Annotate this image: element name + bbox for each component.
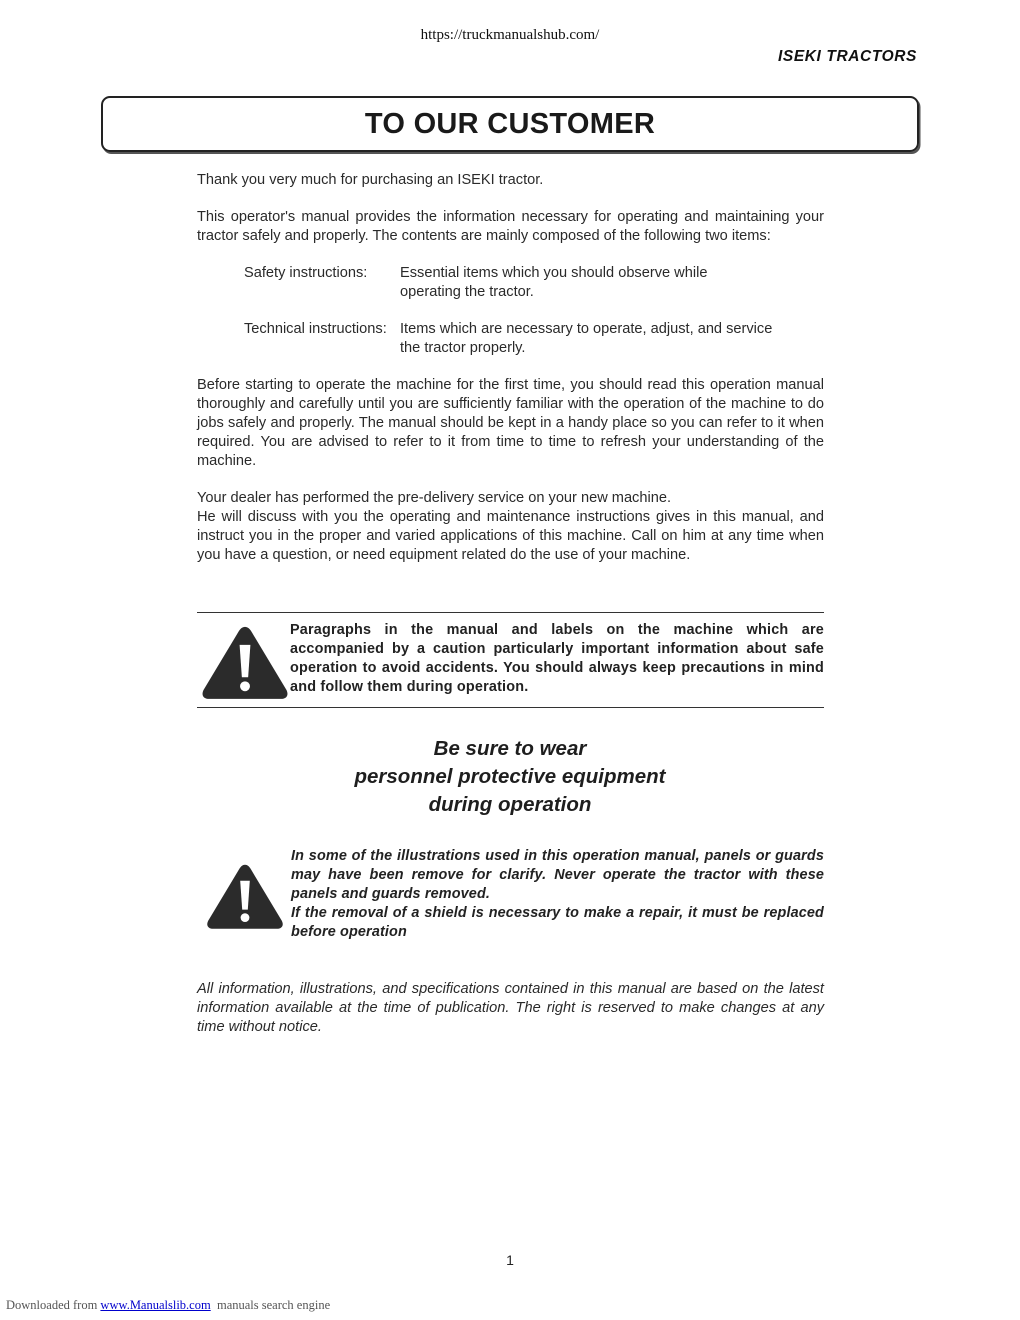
instruction-types-list [244, 264, 824, 358]
definition-description [400, 320, 824, 358]
manualslib-link[interactable]: www.Manualslib.com [100, 1298, 211, 1312]
caution-text: Paragraphs in the manual and labels on the machine which are accompanied by a caution particularly important information about safe operation to avoid accidents. You should always keep precautions in mind and follow them during operation. [290, 622, 824, 695]
footer-suffix: manuals search engine [210, 1298, 331, 1312]
definition-row [244, 264, 824, 302]
source-url: https://truckmanualshub.com/ [420, 27, 600, 43]
definition-line: Essential items which you should observe while [400, 265, 708, 281]
download-footer [6, 1298, 330, 1313]
definition-description [400, 264, 824, 302]
intro-section [197, 171, 824, 565]
definition-line: the tractor properly. [400, 340, 526, 356]
definition-line: Items which are necessary to operate, adjust, and service [400, 321, 773, 337]
disclaimer-paragraph: All information, illustrations, and specifications contained in this manual are based on the latest information available at the time of publication. The right is reserved to make changes at any time without notice. [197, 981, 824, 1035]
ppe-heading [0, 735, 1020, 819]
dealer-paragraph: He will discuss with you the operating and maintenance instructions gives in this manual, and instruct you in the proper and varied applications of this machine. Call on him at any time when you have a question, or need equipment related do the use of your machine. [197, 509, 824, 563]
warning-triangle-icon [200, 623, 290, 701]
caution-sentence: If the removal of a shield is necessary to make a repair, it must be replaced before operation [291, 905, 824, 940]
definition-term: Technical instructions: [244, 321, 387, 337]
definition-line: operating the tractor. [400, 284, 534, 300]
page-number: 1 [506, 1252, 514, 1268]
footer-prefix: Downloaded from [6, 1298, 101, 1312]
guards-caution-text [291, 847, 824, 942]
caution-bottom-rule [197, 707, 824, 708]
brand-header: ISEKI TRACTORS [777, 48, 917, 65]
intro-paragraph: This operator's manual provides the information necessary for operating and maintaining your tractor safely and properly. The contents are mainly composed of the following two items: [197, 209, 824, 244]
definition-term: Safety instructions: [244, 265, 368, 281]
warning-triangle-icon [205, 861, 285, 931]
ppe-line: personnel protective equipment [354, 765, 666, 788]
page-title-box [101, 96, 919, 152]
caution-sentence: In some of the illustrations used in this operation manual, panels or guards may have been remove for clarify. Never operate the tractor with these panels and guards removed. [291, 848, 824, 902]
ppe-line: Be sure to wear [433, 737, 587, 760]
before-starting-paragraph: Before starting to operate the machine for the first time, you should read this operation manual thoroughly and carefully until you are sufficiently familiar with the operation of the machine to do jobs safely and properly. The manual should be kept in a handy place so you can refer to it when required. You are advised to refer to it from time to time to refresh your understanding of the machine. [197, 377, 824, 469]
thanks-paragraph: Thank you very much for purchasing an ISEKI tractor. [197, 172, 544, 188]
page-title: TO OUR CUSTOMER [364, 107, 656, 140]
caution-top-rule [197, 612, 824, 613]
caution-box [197, 621, 824, 701]
ppe-line: during operation [428, 793, 592, 816]
definition-row [244, 320, 824, 358]
guards-caution-box [197, 847, 824, 942]
dealer-line: Your dealer has performed the pre-delivery service on your new machine. [197, 490, 672, 506]
